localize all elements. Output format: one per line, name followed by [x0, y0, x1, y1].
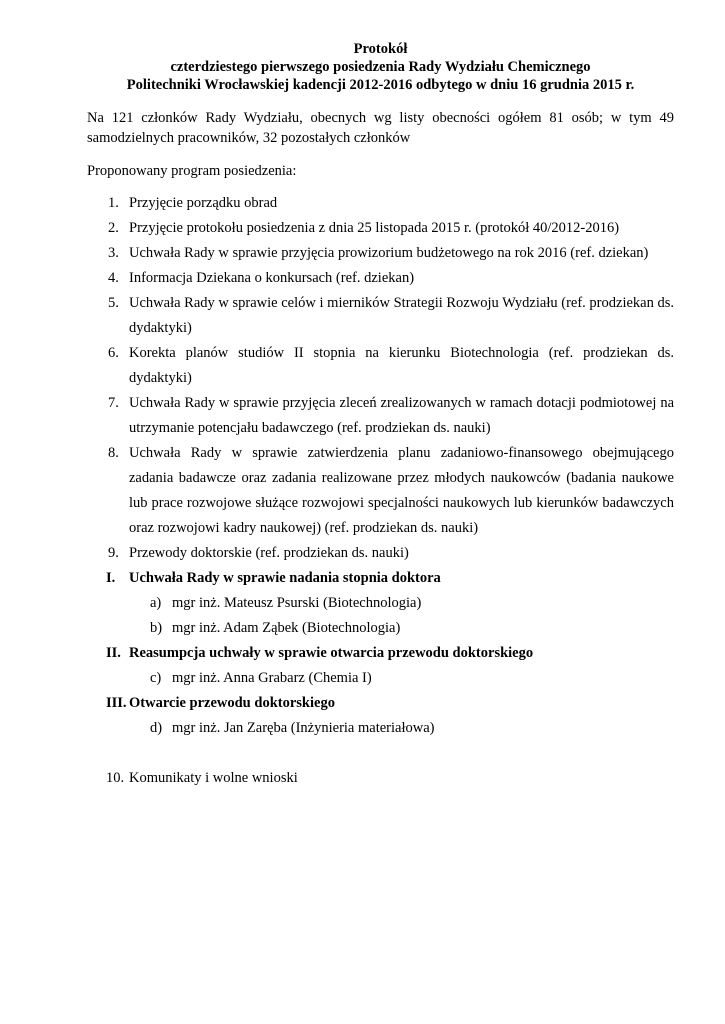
agenda-item-number: 7.	[108, 395, 119, 411]
agenda-item	[87, 541, 674, 566]
section-heading	[87, 641, 674, 666]
agenda-item	[87, 341, 674, 391]
agenda-item-text: Komunikaty i wolne wnioski	[129, 770, 298, 786]
agenda-item-text: Uchwała Rady w sprawie przyjęcia prowizorium budżetowego na rok 2016 (ref. dziekan)	[129, 245, 649, 261]
agenda-item	[87, 241, 674, 266]
agenda-item-text: Uchwała Rady w sprawie zatwierdzenia planu zadaniowo-finansowego obejmującego zadania badawcze oraz zadania realizowane przez młodych naukowców (badania naukowe lub prace rozwojowe służące rozwojowi specjalności naukowych lub kierunków badawczych oraz rozwojowi kadry naukowej) (ref. prodziekan ds. nauki)	[129, 445, 674, 536]
agenda-item-number: 8.	[108, 445, 119, 461]
section-title: Otwarcie przewodu doktorskiego	[129, 695, 335, 711]
doctoral-section-3	[87, 691, 674, 741]
section-number: I.	[106, 570, 116, 586]
agenda-item-number: 5.	[108, 295, 119, 311]
agenda-item-number: 1.	[108, 195, 119, 211]
agenda-item-number: 10.	[106, 770, 125, 786]
title-line-2: czterdziestego pierwszego posiedzenia Rady Wydziału Chemicznego	[170, 59, 591, 75]
title-line-1: Protokół	[353, 41, 408, 57]
section-title: Uchwała Rady w sprawie nadania stopnia doktora	[129, 570, 441, 586]
doctoral-section-1	[87, 566, 674, 641]
candidate-letter: a)	[150, 595, 162, 611]
section-number: II.	[106, 645, 121, 661]
section-title: Reasumpcja uchwały w sprawie otwarcia przewodu doktorskiego	[129, 645, 534, 661]
document-title	[87, 40, 674, 94]
agenda-item	[87, 191, 674, 216]
agenda-item-number: 9.	[108, 545, 119, 561]
agenda-item-number: 2.	[108, 220, 119, 236]
agenda-item-number: 6.	[108, 345, 119, 361]
agenda-list	[87, 191, 674, 566]
candidate-letter: d)	[150, 720, 163, 736]
agenda-item-text: Informacja Dziekana o konkursach (ref. dziekan)	[129, 270, 415, 286]
agenda-item	[87, 291, 674, 341]
agenda-item-text: Uchwała Rady w sprawie celów i mierników Strategii Rozwoju Wydziału (ref. prodziekan ds. dydaktyki)	[129, 295, 674, 336]
candidate-text: mgr inż. Jan Zaręba (Inżynieria materiałowa)	[172, 720, 435, 736]
agenda-item-number: 3.	[108, 245, 119, 261]
agenda-item	[87, 266, 674, 291]
agenda-item-number: 4.	[108, 270, 119, 286]
candidate-text: mgr inż. Adam Ząbek (Biotechnologia)	[172, 620, 401, 636]
agenda-item	[87, 216, 674, 241]
section-heading	[87, 691, 674, 716]
section-number: III.	[106, 695, 127, 711]
agenda-item-text: Przyjęcie protokołu posiedzenia z dnia 25 listopada 2015 r. (protokół 40/2012-2016)	[129, 220, 620, 236]
agenda-item	[87, 391, 674, 441]
document-page	[87, 40, 674, 791]
candidate-letter: c)	[150, 670, 162, 686]
agenda-item-text: Przyjęcie porządku obrad	[129, 195, 278, 211]
attendance-paragraph: Na 121 członków Rady Wydziału, obecnych wg listy obecności ogółem 81 osób; w tym 49 samodzielnych pracowników, 32 pozostałych członków	[87, 110, 674, 146]
agenda-item-final	[87, 766, 674, 791]
doctoral-section-2	[87, 641, 674, 691]
agenda-item-text: Przewody doktorskie (ref. prodziekan ds. nauki)	[129, 545, 409, 561]
candidate-item	[87, 666, 674, 691]
candidate-text: mgr inż. Mateusz Psurski (Biotechnologia)	[172, 595, 422, 611]
agenda-item	[87, 441, 674, 541]
program-intro: Proponowany program posiedzenia:	[87, 163, 297, 179]
candidate-text: mgr inż. Anna Grabarz (Chemia I)	[172, 670, 372, 686]
title-line-3: Politechniki Wrocławskiej kadencji 2012-2016 odbytego w dniu 16 grudnia 2015 r.	[126, 77, 635, 93]
agenda-item-text: Korekta planów studiów II stopnia na kierunku Biotechnologia (ref. prodziekan ds. dydaktyki)	[129, 345, 674, 386]
candidate-item	[87, 716, 674, 741]
section-heading	[87, 566, 674, 591]
candidate-item	[87, 616, 674, 641]
candidate-letter: b)	[150, 620, 163, 636]
agenda-item-text: Uchwała Rady w sprawie przyjęcia zleceń zrealizowanych w ramach dotacji podmiotowej na utrzymanie potencjału badawczego (ref. prodziekan ds. nauki)	[129, 395, 674, 436]
candidate-item	[87, 591, 674, 616]
